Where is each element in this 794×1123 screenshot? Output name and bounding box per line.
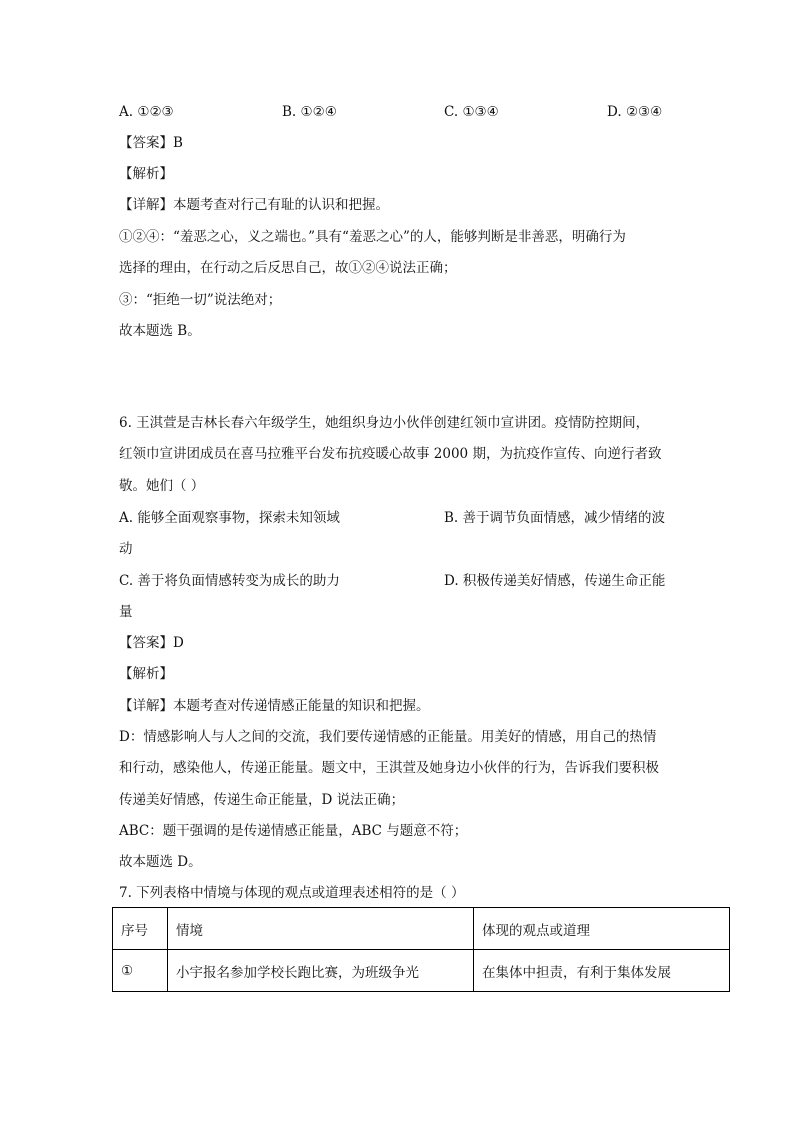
q6-stem-line: 敬。她们（ ） bbox=[119, 478, 205, 494]
q5-option-c: C. ①③④ bbox=[444, 104, 499, 120]
q5-explanation-line: ①②④：“羞恶之心，义之端也。”具有“羞恶之心”的人，能够判断是非善恶，明确行为 bbox=[119, 229, 626, 245]
q5-conclusion: 故本题选 B。 bbox=[119, 323, 201, 339]
q6-analysis-label: 【解析】 bbox=[119, 666, 173, 682]
q6-option-b-cont: 动 bbox=[119, 541, 133, 557]
q5-detail: 【详解】本题考查对行己有耻的认识和把握。 bbox=[119, 197, 389, 213]
table-row bbox=[113, 950, 730, 992]
q6-detail: 【详解】本题考查对传递情感正能量的知识和把握。 bbox=[119, 698, 430, 714]
table-cell: ① bbox=[113, 950, 168, 992]
q6-option-b: B. 善于调节负面情感，减少情绪的波 bbox=[444, 510, 666, 526]
q7-table bbox=[112, 907, 730, 992]
table-cell: 小宇报名参加学校长跑比赛，为班级争光 bbox=[168, 950, 474, 992]
q5-explanation-line: 选择的理由，在行动之后反思自己，故①②④说法正确； bbox=[119, 260, 457, 276]
table-header-row bbox=[113, 908, 730, 950]
table-header-cell: 序号 bbox=[113, 908, 168, 950]
q6-option-c: C. 善于将负面情感转变为成长的助力 bbox=[119, 573, 340, 589]
q6-option-d-cont: 量 bbox=[119, 604, 133, 620]
table-header-cell: 体现的观点或道理 bbox=[474, 908, 730, 950]
q6-explanation-line: 和行动，感染他人，传递正能量。题文中，王淇萱及她身边小伙伴的行为，告诉我们要积极 bbox=[119, 760, 659, 776]
q6-answer: 【答案】D bbox=[119, 635, 184, 651]
q5-answer: 【答案】B bbox=[119, 135, 183, 151]
q5-option-a: A. ①②③ bbox=[119, 104, 174, 120]
table-cell: 在集体中担责，有利于集体发展 bbox=[474, 950, 730, 992]
q5-option-b: B. ①②④ bbox=[282, 104, 337, 120]
q5-option-d: D. ②③④ bbox=[607, 104, 663, 120]
q6-stem-line: 6. 王淇萱是吉林长春六年级学生，她组织身边小伙伴创建红领巾宣讲团。疫情防控期间， bbox=[119, 415, 650, 431]
table-header-cell: 情境 bbox=[168, 908, 474, 950]
q5-explanation-line: ③：“拒绝一切”说法绝对； bbox=[119, 292, 282, 308]
q7-stem: 7. 下列表格中情境与体现的观点或道理表述相符的是（ ） bbox=[119, 885, 465, 901]
q6-conclusion: 故本题选 D。 bbox=[119, 854, 202, 870]
q6-option-a: A. 能够全面观察事物，探索未知领域 bbox=[119, 510, 340, 526]
q6-explanation-line: ABC：题干强调的是传递情感正能量，ABC 与题意不符； bbox=[119, 823, 468, 839]
q6-explanation-line: D：情感影响人与人之间的交流，我们要传递情感的正能量。用美好的情感，用自己的热情 bbox=[119, 729, 657, 745]
q6-explanation-line: 传递美好情感，传递生命正能量，D 说法正确； bbox=[119, 792, 405, 808]
q6-option-d: D. 积极传递美好情感，传递生命正能 bbox=[444, 573, 666, 589]
q6-stem-line: 红领巾宣讲团成员在喜马拉雅平台发布抗疫暖心故事 2000 期，为抗疫作宣传、向逆行者致 bbox=[119, 446, 662, 462]
q5-analysis-label: 【解析】 bbox=[119, 166, 173, 182]
